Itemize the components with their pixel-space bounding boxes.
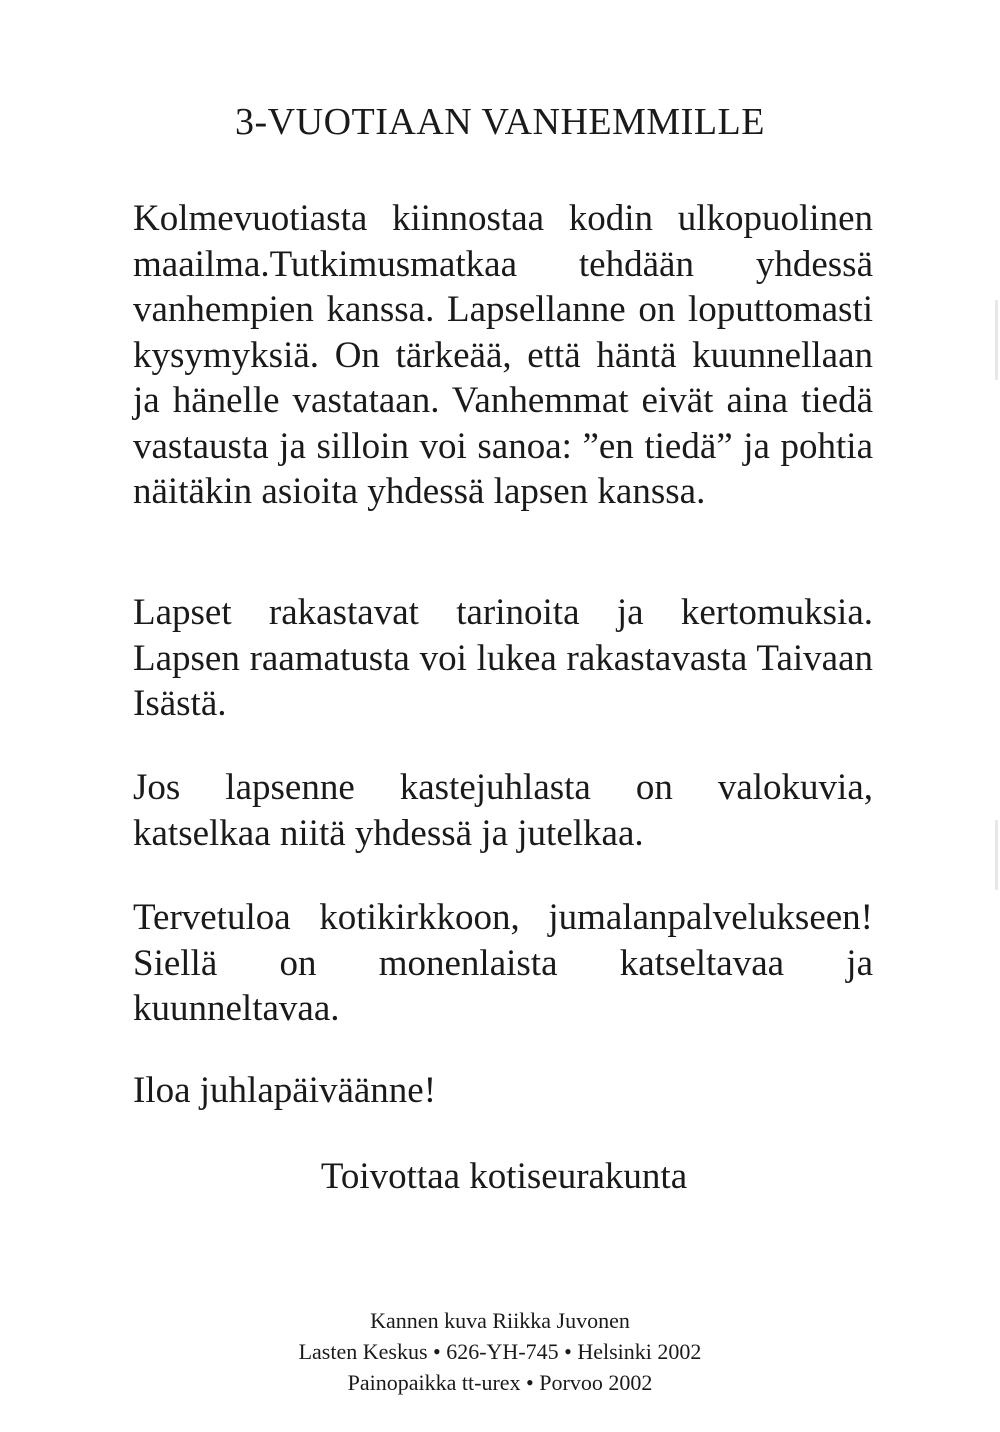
paragraph-welcome: Tervetuloa kotikirkkoon, jumalanpalvelukseen! Siellä on monenlaista katseltavaa ja kuunneltavaa. — [133, 897, 873, 1029]
paragraph-greeting: Iloa juhlapäiväänne! — [133, 1070, 437, 1111]
signature: Toivottaa kotiseurakunta — [320, 1156, 688, 1197]
colophon-printer: Painopaikka tt-urex • Porvoo 2002 — [347, 1370, 653, 1395]
page-edge-mark — [995, 820, 998, 890]
colophon-publisher: Lasten Keskus • 626-YH-745 • Helsinki 2002 — [298, 1339, 702, 1364]
paragraph-intro: Kolmevuotiasta kiinnostaa kodin ulkopuolinen maailma.Tutkimusmatkaa tehdään yhdessä vanhempien kanssa. Lapsellanne on loputtomasti kysymyksiä. On tärkeää, että häntä kuunnellaan ja hänelle vastataan. Vanhemmat eivät aina tiedä vastausta ja silloin voi sanoa: ”en tiedä” ja pohtia näitäkin asioita yhdessä lapsen kanssa. — [133, 198, 873, 512]
colophon-cover-credit: Kannen kuva Riikka Juvonen — [370, 1308, 630, 1333]
colophon — [0, 1305, 1000, 1398]
page-title: 3-VUOTIAAN VANHEMMILLE — [235, 101, 765, 143]
paragraph-photos: Jos lapsenne kastejuhlasta on valokuvia, katselkaa niitä yhdessä ja jutelkaa. — [133, 767, 873, 854]
page-edge-mark — [995, 300, 998, 380]
paragraph-stories: Lapset rakastavat tarinoita ja kertomuksia. Lapsen raamatusta voi lukea rakastavasta Taivaan Isästä. — [133, 592, 873, 724]
